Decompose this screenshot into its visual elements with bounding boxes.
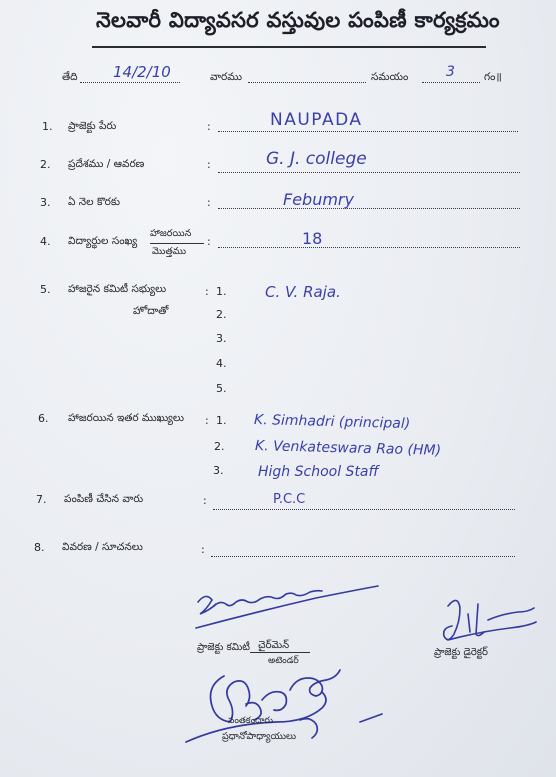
headmaster-top-label: సంతకందారు <box>228 716 273 726</box>
item-2-label: ప్రదేశము / ఆవరణ <box>68 158 145 170</box>
item-3-number: 3. <box>40 196 51 209</box>
other-member-2-number: 2. <box>214 440 225 453</box>
director-signature <box>444 600 536 640</box>
form-title: నెలవారీ విద్యావసర వస్తువుల పంపిణీ కార్యక్రమం <box>96 8 500 32</box>
item-2-value: G. J. college <box>266 149 367 169</box>
chairman-sub-label: అటెండర్ <box>268 656 299 666</box>
committee-label: ప్రాజెక్టు కమిటీ <box>197 642 250 653</box>
item-8-colon: : <box>201 543 205 556</box>
item-1-colon: : <box>207 120 211 133</box>
item-1-value: NAUPADA <box>270 110 363 130</box>
other-member-2-value: K. Venkateswara Rao (HM) <box>254 438 442 459</box>
item-7-value: P.C.C <box>273 492 306 507</box>
other-member-1-number: 1. <box>216 414 227 427</box>
item-5-colon: : <box>205 285 209 298</box>
item-7-number: 7. <box>36 493 47 506</box>
item-6-label: హాజరయిన ఇతర ముఖ్యులు <box>68 412 185 424</box>
date-value: 14/2/10 <box>113 63 171 81</box>
item-4-colon: : <box>207 235 211 248</box>
committee-member-2-number: 2. <box>216 308 227 321</box>
committee-member-5-number: 5. <box>216 382 227 395</box>
item-5-label: హాజరైన కమిటీ సభ్యులు <box>68 283 167 295</box>
item-6-colon: : <box>205 414 209 427</box>
day-label: వారము <box>210 71 242 83</box>
other-member-3-number: 3. <box>213 464 224 477</box>
item-1-label: ప్రాజెక్టు పేరు <box>68 120 117 132</box>
other-member-1-value: K. Simhadri (principal) <box>253 412 411 433</box>
item-6-number: 6. <box>38 412 49 425</box>
chairman-label-underline <box>250 652 310 653</box>
item-7-colon: : <box>203 494 207 507</box>
item-5-sublabel: హోదాతో <box>133 305 169 317</box>
chairman-signature <box>196 586 378 628</box>
committee-member-4-number: 4. <box>216 357 227 370</box>
time-value: 3 <box>446 64 455 80</box>
time-label: సమయం <box>371 71 409 83</box>
item-3-label: ఏ నెల కొరకు <box>68 196 120 208</box>
time-unit: గం॥ <box>484 71 502 83</box>
headmaster-label: ప్రధానోపాధ్యాయులు <box>222 731 297 742</box>
item-4-value: 18 <box>302 229 323 248</box>
committee-member-1-value: C. V. Raja. <box>265 283 341 301</box>
item-1-number: 1. <box>42 120 53 133</box>
committee-member-1-number: 1. <box>216 285 227 298</box>
item-2-number: 2. <box>40 158 51 171</box>
other-member-3-value: High School Staff <box>258 464 379 480</box>
item-4-present-label: హాజరయిన <box>150 228 192 239</box>
item-4-label: విద్యార్థుల సంఖ్య <box>68 235 138 247</box>
item-4-total-label: మొత్తము <box>152 246 187 257</box>
item-5-number: 5. <box>40 283 51 296</box>
date-label: తేది <box>62 71 78 83</box>
item-3-value: Febumry <box>283 190 354 209</box>
item-3-colon: : <box>207 196 211 209</box>
chairman-label: చైర్‌మెన్ <box>258 640 290 651</box>
item-2-colon: : <box>207 158 211 171</box>
item-4-number: 4. <box>40 235 51 248</box>
item-8-label: వివరణ / సూచనలు <box>62 541 143 553</box>
item-8-number: 8. <box>34 541 45 554</box>
project-director-label: ప్రాజెక్టు డైరెక్టర్ <box>434 647 488 658</box>
item-7-label: పంపిణీ చేసిన వారు <box>64 493 144 505</box>
committee-member-3-number: 3. <box>216 332 227 345</box>
